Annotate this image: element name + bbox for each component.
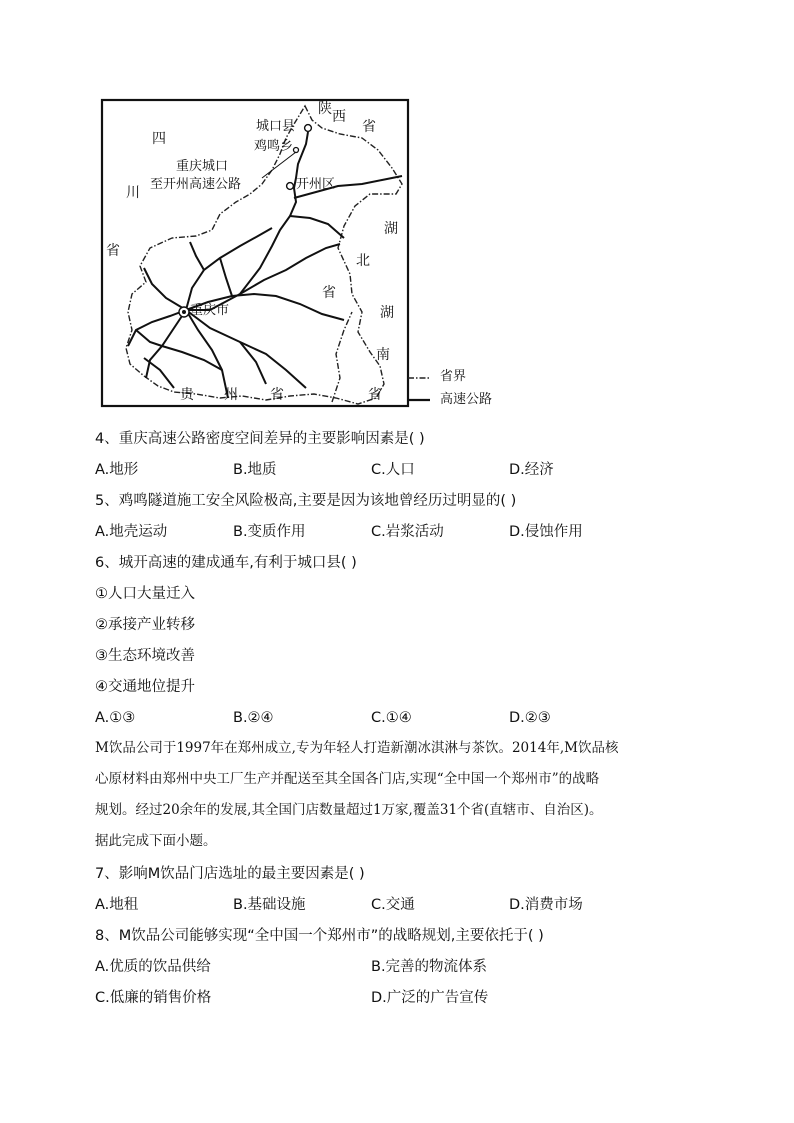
q4-option-b[interactable]: B.地质 [233,462,277,478]
label-xi: 西 [332,109,346,125]
question-6-stem: 6、城开高速的建成通车,有利于城口县( ) [95,555,357,571]
q6-item-4: ④交通地位提升 [95,679,195,695]
label-hu-1: 湖 [384,221,398,237]
question-7-stem: 7、影响M饮品门店选址的最主要因素是( ) [95,866,365,882]
reading-passage [95,733,715,857]
question-4-stem: 4、重庆高速公路密度空间差异的主要影响因素是( ) [95,431,425,447]
label-guizhou-sheng: 省 [270,387,284,403]
label-kaizhou: 开州区 [296,177,336,192]
q4-option-a[interactable]: A.地形 [95,462,139,478]
q7-option-c[interactable]: C.交通 [371,897,415,913]
legend-boundary-label: 省界 [440,369,467,384]
q7-option-b[interactable]: B.基础设施 [233,897,306,913]
label-sichuan-sheng: 省 [106,243,120,259]
q6-item-2: ②承接产业转移 [95,617,195,633]
label-chengkou: 城口县 [256,119,296,134]
q5-option-d[interactable]: D.侵蚀作用 [509,524,583,540]
passage-line-3: 规划。经过20余年的发展,其全国门店数量超过1万家,覆盖31个省(直辖市、自治区)。 [95,802,603,818]
q5-option-c[interactable]: C.岩浆活动 [371,524,444,540]
q8-option-d[interactable]: D.广泛的广告宣传 [371,990,489,1006]
question-5-stem: 5、鸡鸣隧道施工安全风险极高,主要是因为该地曾经历过明显的( ) [95,493,517,509]
q8-option-a[interactable]: A.优质的饮品供给 [95,959,211,975]
legend-highway-label: 高速公路 [440,392,493,407]
label-chuan: 川 [126,185,140,201]
chongqing-highway-map [100,98,520,414]
chongqing-marker-dot [182,310,186,314]
passage-line-1: M饮品公司于1997年在郑州成立,专为年轻人打造新潮冰淇淋与茶饮。2014年,M饮品核 [95,740,619,756]
q6-option-d[interactable]: D.②③ [509,710,551,726]
q7-option-a[interactable]: A.地租 [95,897,139,913]
label-hunan-sheng: 省 [368,387,382,403]
q7-option-d[interactable]: D.消费市场 [509,897,583,913]
question-8-stem: 8、M饮品公司能够实现“全中国一个郑州市”的战略规划,主要依托于( ) [95,928,544,944]
label-hu-2: 湖 [380,305,394,321]
chengkou-marker [305,125,312,132]
label-highway-line1: 重庆城口 [176,159,229,174]
q6-item-1: ①人口大量迁入 [95,586,195,602]
label-shaan: 陕 [318,101,332,117]
label-shaanxi-sheng: 省 [362,119,376,135]
q8-option-b[interactable]: B.完善的物流体系 [371,959,488,975]
kaizhou-marker [287,183,294,190]
label-si: 四 [152,131,166,147]
hubei-hunan-boundary [332,312,352,402]
label-nan: 南 [376,347,390,363]
q4-option-d[interactable]: D.经济 [509,462,554,478]
q5-option-b[interactable]: B.变质作用 [233,524,306,540]
q8-option-c[interactable]: C.低廉的销售价格 [95,990,212,1006]
label-zhou: 州 [224,387,238,403]
label-gui: 贵 [180,387,194,403]
passage-line-2: 心原材料由郑州中央工厂生产并配送至其全国各门店,实现“全中国一个郑州市”的战略 [95,771,600,787]
q6-item-3: ③生态环境改善 [95,648,195,664]
highway-pointer [262,152,296,178]
q5-option-a[interactable]: A.地壳运动 [95,524,168,540]
jiming-marker [294,148,299,153]
label-jiming: 鸡鸣乡 [254,139,294,154]
q4-option-c[interactable]: C.人口 [371,462,415,478]
label-hubei-sheng: 省 [322,285,336,301]
label-bei: 北 [356,253,370,269]
q6-option-b[interactable]: B.②④ [233,710,274,726]
label-chongqing-city: 重庆市 [190,303,230,318]
q6-option-a[interactable]: A.①③ [95,710,136,726]
label-highway-line2: 至开州高速公路 [150,177,242,192]
q6-option-c[interactable]: C.①④ [371,710,412,726]
passage-line-4: 据此完成下面小题。 [95,833,217,849]
